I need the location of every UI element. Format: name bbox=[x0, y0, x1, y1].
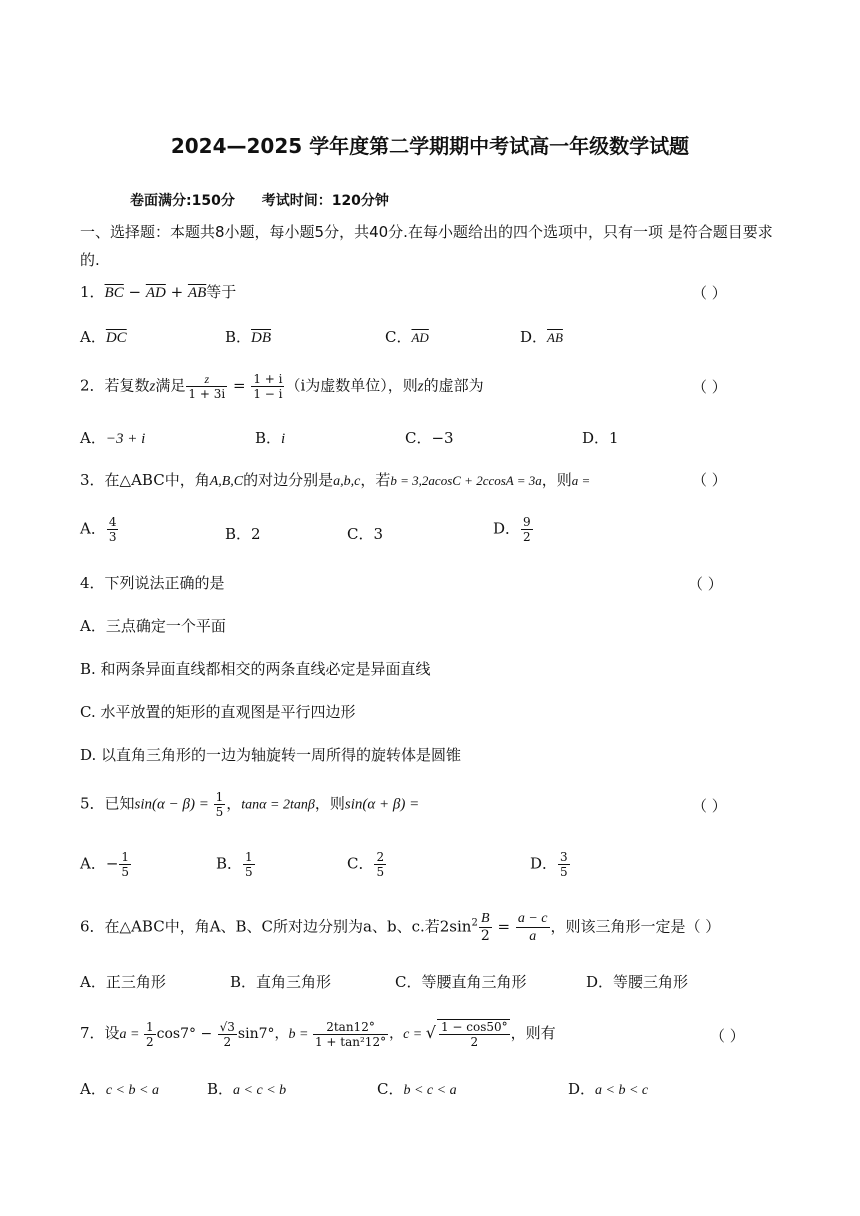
q4-option-a: A．三点确定一个平面 bbox=[80, 617, 226, 635]
answer-paren-1: （ ） bbox=[692, 284, 727, 302]
answer-paren-7: （ ） bbox=[710, 1027, 745, 1045]
q3-option-a: A． $\frac{4}{3}$ bbox=[80, 515, 117, 544]
q6-option-a: A．正三角形 bbox=[80, 973, 166, 991]
q4-option-d: D. 以直角三角形的一边为轴旋转一周所得的旋转体是圆锥 bbox=[80, 746, 462, 764]
q3-option-c: C．3 bbox=[347, 525, 384, 543]
q1-option-b: B．$\overline{DB}$ bbox=[225, 328, 272, 346]
q6-option-c: C．等腰直角三角形 bbox=[395, 973, 527, 991]
question-5: 5．已知sin(α − β) = $\frac{1}{5}$ ，tanα = 2tanβ，则sin(α + β) = bbox=[80, 790, 420, 819]
q3-option-d: D． $\frac{9}{2}$ bbox=[493, 515, 531, 544]
q5-option-b: B． $\frac{1}{5}$ bbox=[216, 850, 253, 879]
page-title: 2024—2025 学年度第二学期期中考试高一年级数学试题 bbox=[170, 134, 690, 158]
answer-paren-3: （ ） bbox=[692, 471, 727, 489]
q2-option-d: D．1 bbox=[582, 429, 619, 447]
answer-paren-5: （ ） bbox=[692, 797, 727, 815]
q1-option-d: D．$\overline{AB}$ bbox=[520, 328, 563, 346]
question-1: 1．$\overline{BC} - \overline{AD} + \overline{AB}$等于 bbox=[80, 283, 237, 301]
full-score: 卷面满分:150分 bbox=[130, 193, 235, 209]
q2-option-b: B．i bbox=[255, 429, 286, 447]
q3-option-b: B．2 bbox=[225, 525, 261, 543]
q6-option-d: D．等腰三角形 bbox=[586, 973, 689, 991]
q7-option-c: C．b < c < a bbox=[377, 1080, 457, 1098]
q4-option-c: C. 水平放置的矩形的直观图是平行四边形 bbox=[80, 703, 356, 721]
q4-option-b: B. 和两条异面直线都相交的两条直线必定是异面直线 bbox=[80, 660, 431, 678]
q2-option-a: A．−3 + i bbox=[80, 429, 146, 447]
q6-option-b: B．直角三角形 bbox=[230, 973, 332, 991]
q1-option-a: A．$\overline{DC}$ bbox=[80, 328, 127, 346]
exam-time: 考试时间：120分钟 bbox=[261, 193, 389, 209]
q7-option-d: D．a < b < c bbox=[568, 1080, 649, 1098]
question-6: 6．在△ABC中，角A、B、C所对边分别为a、b、c.若$2\sin^2$ $\frac{B}{2}$ = $\frac{a - c}{a}$ ，则该三角形一定是（ ） bbox=[80, 911, 721, 944]
q5-option-c: C． $\frac{2}{5}$ bbox=[347, 850, 385, 879]
q7-option-b: B．a < c < b bbox=[207, 1080, 287, 1098]
exam-meta bbox=[130, 190, 411, 210]
q5-option-a: A．− $\frac{1}{5}$ bbox=[80, 850, 130, 879]
section-heading: 一、选择题：本题共8小题，每小题5分，共40分.在每小题给出的四个选项中，只有一项 是符合题目要求的. bbox=[80, 223, 773, 269]
q1-option-c: C．$\overline{AD}$ bbox=[385, 328, 429, 346]
answer-paren-2: （ ） bbox=[692, 378, 727, 396]
question-2: 2．若复数z满足 $\frac{z}{1 + 3i}$ = $\frac{1 + i}{1 - i}$ （i为虚数单位），则z的虚部为 bbox=[80, 372, 484, 401]
question-4: 4．下列说法正确的是 bbox=[80, 574, 225, 592]
q2-option-c: C．−3 bbox=[405, 429, 454, 447]
question-7: 7．设a = $\frac{1}{2}$ cos7° − $\frac{√3}{2}$ sin7°，b = $\frac{2\tan 12^\circ}{\text{1 + tan²12°}}$ ，c = √ $\frac{1 - \cos 50^\circ}{2}$ ，则有 bbox=[80, 1019, 556, 1049]
q7-option-a: A．c < b < a bbox=[80, 1080, 159, 1098]
q5-option-d: D． $\frac{3}{5}$ bbox=[530, 850, 568, 879]
question-3: 3．在△ABC中，角A,B,C的对边分别是a,b,c，若b = 3,2acosC + 2ccosA = 3a，则a = bbox=[80, 471, 591, 489]
answer-paren-4: （ ） bbox=[688, 575, 723, 593]
